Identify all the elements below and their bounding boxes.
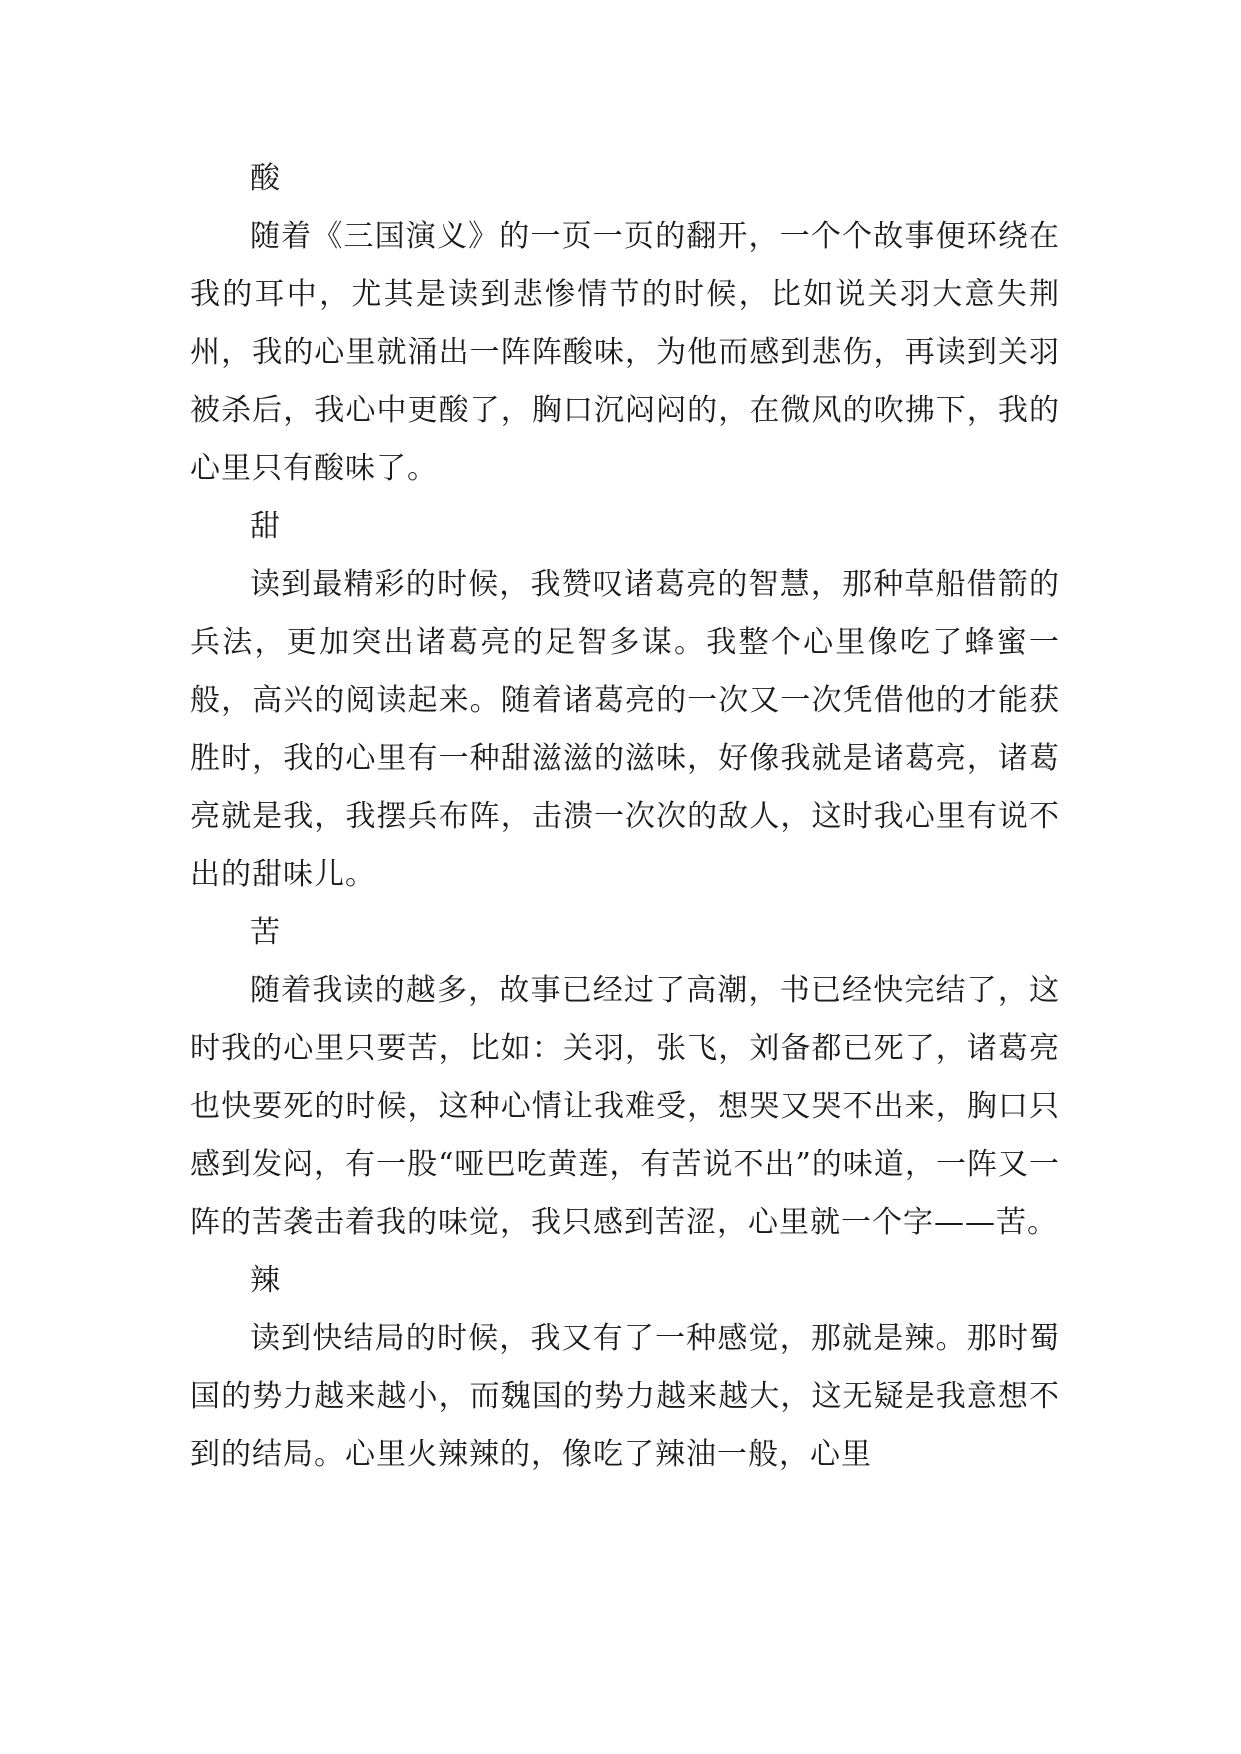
section-paragraph-sweet: 读到最精彩的时候，我赞叹诸葛亮的智慧，那种草船借箭的兵法，更加突出诸葛亮的足智多谋。我整个心里像吃了蜂蜜一般，高兴的阅读起来。随着诸葛亮的一次又一次凭借他的才能获胜时，我的心里有一种甜滋滋的滋味，好像我就是诸葛亮，诸葛亮就是我，我摆兵布阵，击溃一次次的敌人，这时我心里有说不出的甜味儿。 [190, 567, 1060, 892]
section-paragraph-bitter: 随着我读的越多，故事已经过了高潮，书已经快完结了，这时我的心里只要苦，比如：关羽，张飞，刘备都已死了，诸葛亮也快要死的时候，这种心情让我难受，想哭又哭不出来，胸口只感到发闷，有一股“哑巴吃黄莲，有苦说不出”的味道，一阵又一阵的苦袭击着我的味觉，我只感到苦涩，心里就一个字——苦。 [190, 973, 1060, 1240]
section-heading-sour: 酸 [250, 161, 281, 196]
document-body [190, 150, 1060, 1484]
section-heading-bitter: 苦 [250, 915, 281, 950]
section-paragraph-spicy: 读到快结局的时候，我又有了一种感觉，那就是辣。那时蜀国的势力越来越小，而魏国的势力越来越大，这无疑是我意想不到的结局。心里火辣辣的，像吃了辣油一般，心里 [190, 1321, 1060, 1472]
section-paragraph-sour: 随着《三国演义》的一页一页的翻开，一个个故事便环绕在我的耳中，尤其是读到悲惨情节的时候，比如说关羽大意失荆州，我的心里就涌出一阵阵酸味，为他而感到悲伤，再读到关羽被杀后，我心中更酸了，胸口沉闷闷的，在微风的吹拂下，我的心里只有酸味了。 [190, 219, 1060, 486]
section-heading-spicy: 辣 [250, 1263, 281, 1298]
section-heading-sweet: 甜 [250, 509, 281, 544]
